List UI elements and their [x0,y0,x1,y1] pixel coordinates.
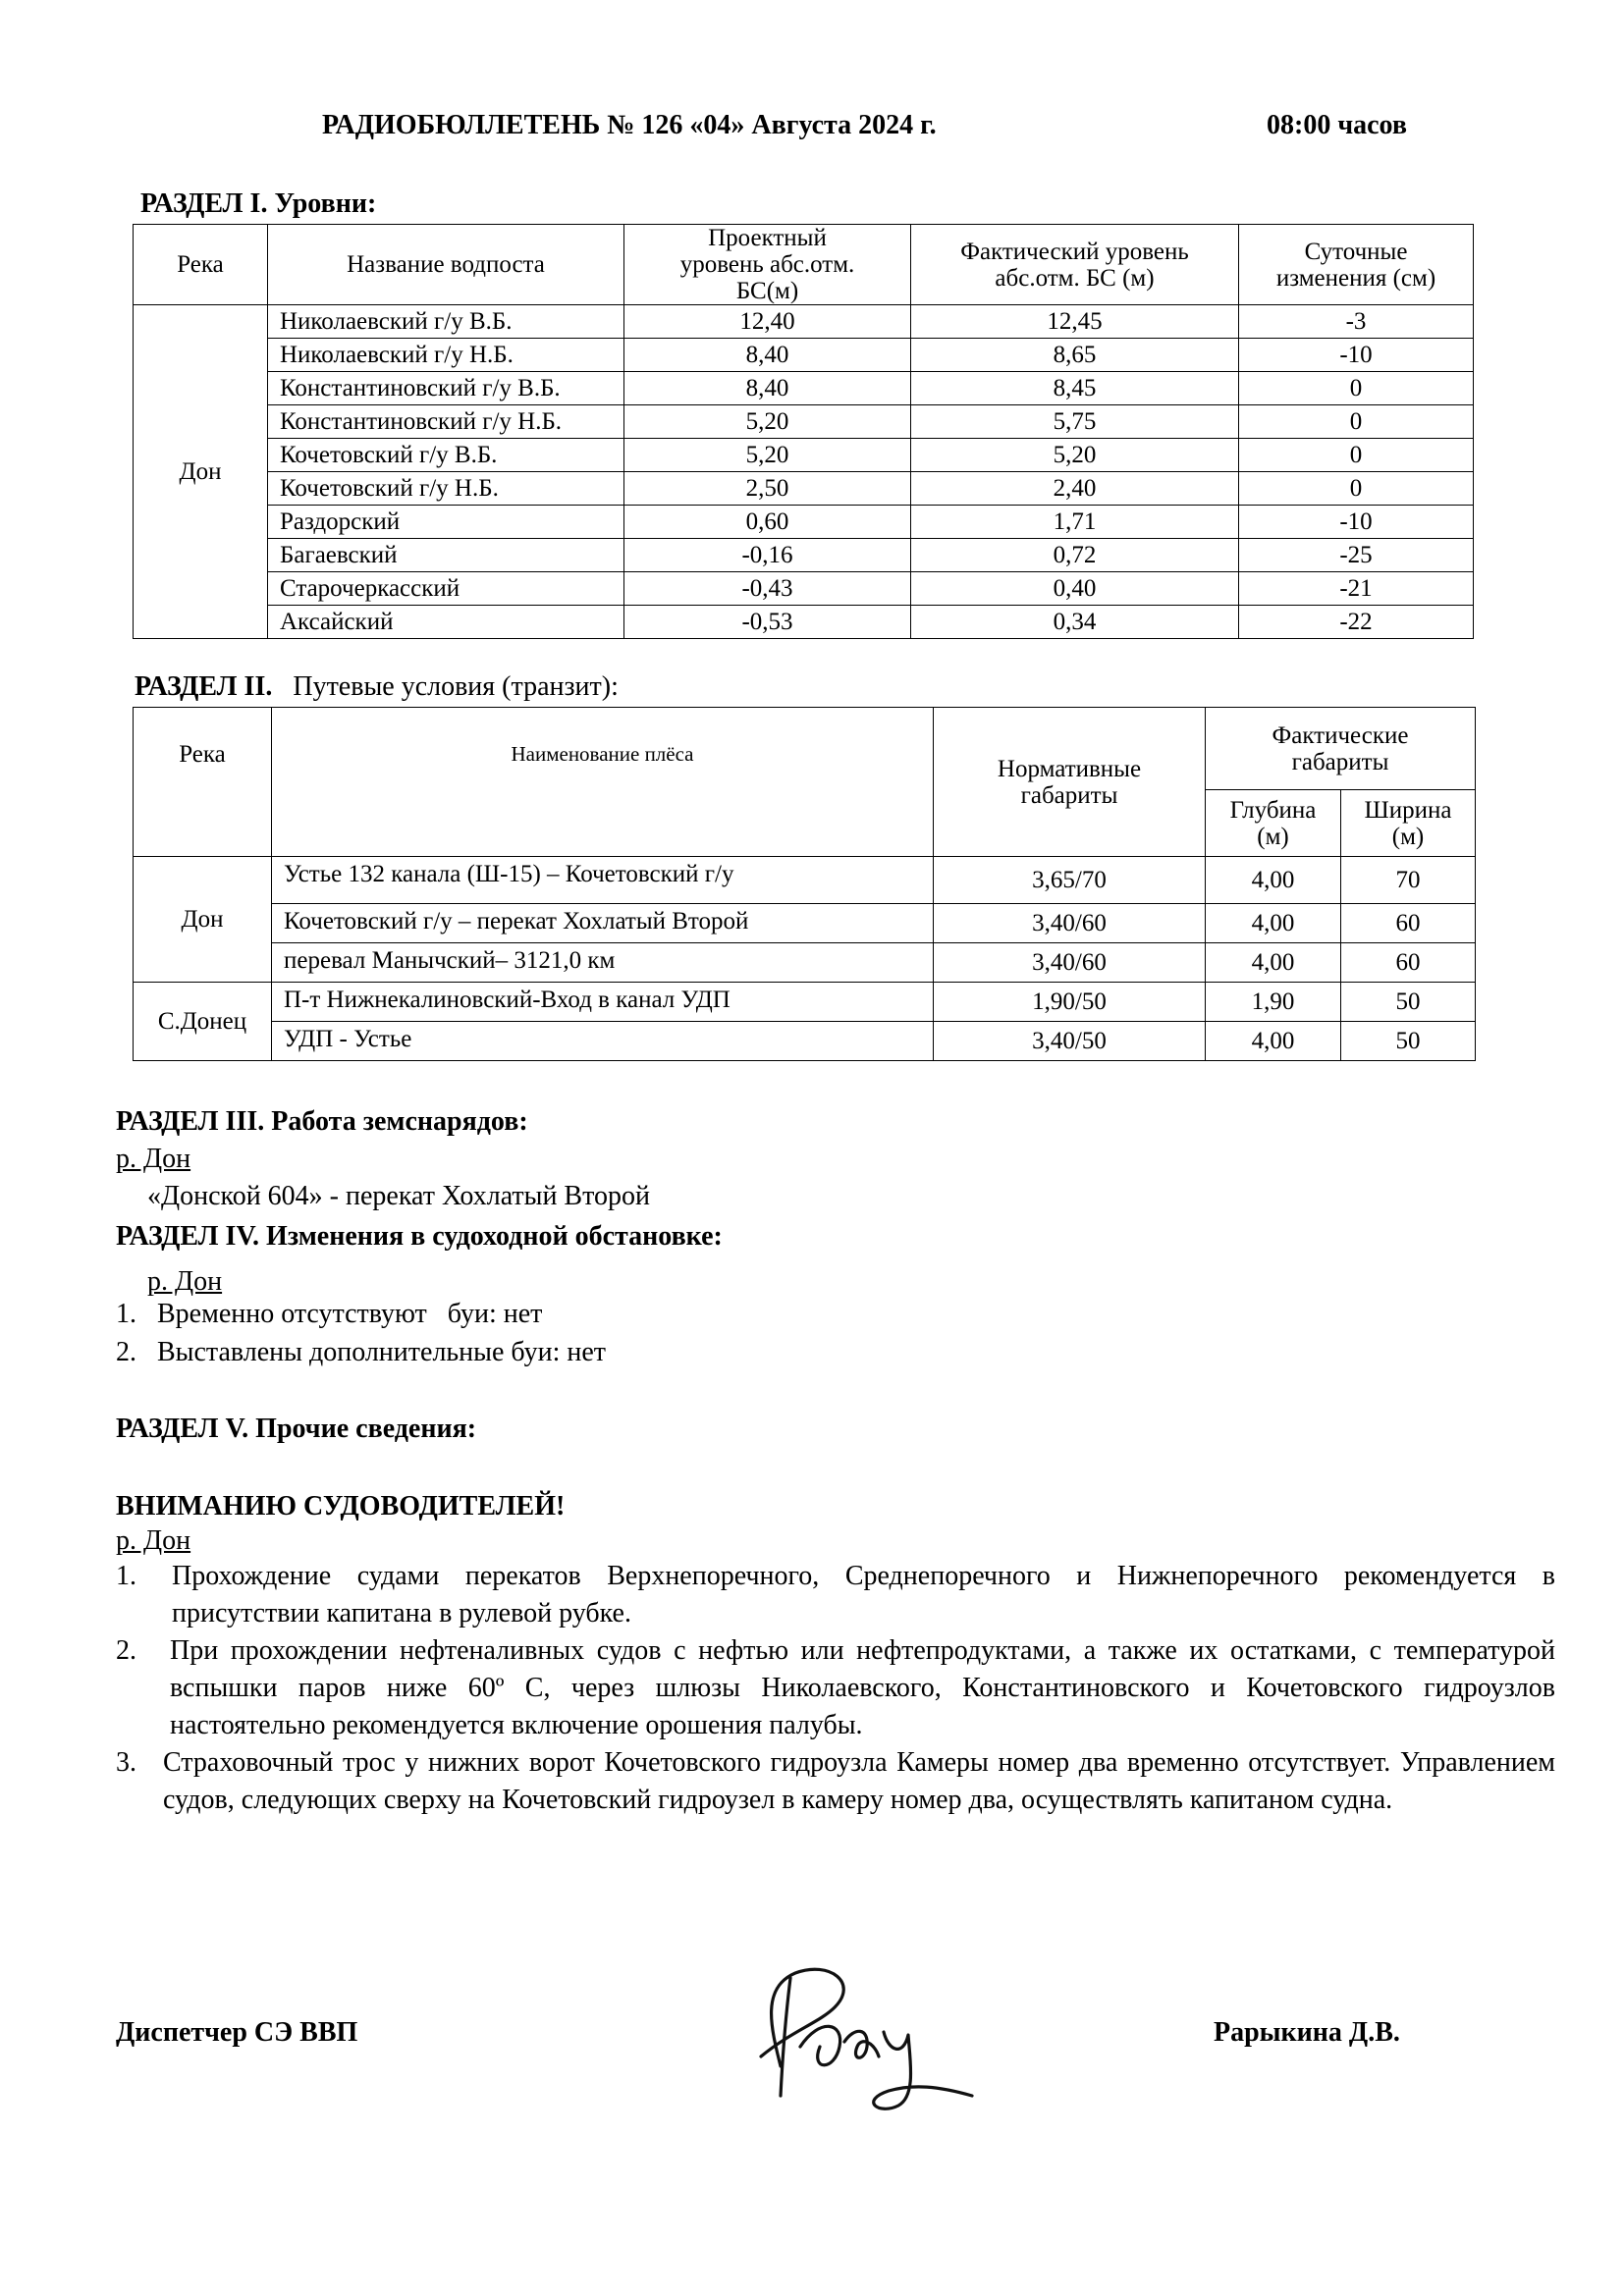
station-name-cell: Раздорский [268,506,624,539]
width-cell: 60 [1341,904,1476,943]
daily-change-cell: -3 [1239,305,1474,339]
project-level-cell: 8,40 [624,372,911,405]
t2-col-reach: Наименование плёса [272,708,934,857]
bulletin-title: РАДИОБЮЛЛЕТЕНЬ № 126 «04» Августа 2024 г. [322,110,937,140]
levels-row [134,405,1474,439]
transit-row [134,904,1476,943]
levels-river-cell: Дон [134,305,268,639]
levels-table [133,224,1474,639]
reach-name-cell: УДП - Устье [272,1022,934,1061]
section4-title: РАЗДЕЛ IV. Изменения в судоходной обстановке: [116,1221,723,1252]
station-name-cell: Константиновский г/у В.Б. [268,372,624,405]
normative-cell: 3,65/70 [934,857,1206,904]
reach-name-cell: перевал Манычский– 3121,0 км [272,943,934,983]
t2-col-actual: Фактические габариты [1206,708,1476,790]
col-daily-change: Суточные изменения (см) [1239,225,1474,305]
attention-item-1 [116,1558,1555,1632]
normative-cell: 1,90/50 [934,983,1206,1022]
daily-change-cell: 0 [1239,439,1474,472]
attention-item-1-body: Прохождение судами перекатов Верхнепоречного, Среднепоречного и Нижнепоречного рекомендуется в присутствии капитана в рулевой рубке. [172,1561,1555,1629]
t2-col-width: Ширина (м) [1341,790,1476,857]
width-cell: 70 [1341,857,1476,904]
daily-change-cell: 0 [1239,372,1474,405]
transit-row [134,943,1476,983]
normative-cell: 3,40/60 [934,943,1206,983]
section3-item: «Донской 604» - перекат Хохлатый Второй [147,1181,650,1211]
levels-header-row [134,225,1474,305]
daily-change-cell: -25 [1239,539,1474,572]
daily-change-cell: -22 [1239,606,1474,639]
attention-item-2-body: При прохождении нефтеналивных судов с нефтью или нефтепродуктами, а также их остатками, с температурой вспышки паров ниже 60º С, через шлюзы Николаевского, Константиновского и Кочетовского гидроузлов настоятельно рекомендуется включение орошения палубы. [170,1635,1555,1740]
reach-name-cell: Кочетовский г/у – перекат Хохлатый Второй [272,904,934,943]
daily-change-cell: 0 [1239,405,1474,439]
actual-level-cell: 12,45 [911,305,1239,339]
daily-change-cell: -21 [1239,572,1474,606]
normative-cell: 3,40/60 [934,904,1206,943]
width-cell: 60 [1341,943,1476,983]
levels-row [134,539,1474,572]
actual-level-cell: 2,40 [911,472,1239,506]
transit-river-cell: С.Донец [134,983,272,1061]
actual-level-cell: 0,34 [911,606,1239,639]
depth-cell: 4,00 [1206,943,1341,983]
daily-change-cell: -10 [1239,506,1474,539]
reach-name-cell: П-т Нижнекалиновский-Вход в канал УДП [272,983,934,1022]
attention-item-3-body: Страховочный трос у нижних ворот Кочетовского гидроузла Камеры номер два временно отсутствует. Управлением судов, следующих сверху на Кочетовский гидроузел в камеру номер два, осуществлять капитаном судна. [163,1747,1555,1815]
actual-level-cell: 0,40 [911,572,1239,606]
attention-item-3 [116,1744,1555,1819]
section4-item-1: 1. Временно отсутствуют буи: нет [116,1299,543,1329]
attention-item-3-text [116,1744,1555,1819]
daily-change-cell: 0 [1239,472,1474,506]
col-river: Река [134,225,268,305]
section5-title: РАЗДЕЛ V. Прочие сведения: [116,1414,477,1444]
signatory-position: Диспетчер СЭ ВВП [116,2017,358,2048]
levels-row [134,439,1474,472]
station-name-cell: Кочетовский г/у Н.Б. [268,472,624,506]
attention-list [116,1558,1555,1819]
section2-title-bold: РАЗДЕЛ II. [135,671,273,702]
depth-cell: 1,90 [1206,983,1341,1022]
levels-row [134,305,1474,339]
section2-title-rest: Путевые условия (транзит): [293,671,619,702]
col-actual-level: Фактический уровень абс.отм. БС (м) [911,225,1239,305]
section4-item-2: 2. Выставлены дополнительные буи: нет [116,1337,606,1367]
project-level-cell: 0,60 [624,506,911,539]
levels-row [134,339,1474,372]
t2-col-depth: Глубина (м) [1206,790,1341,857]
levels-row [134,472,1474,506]
station-name-cell: Константиновский г/у Н.Б. [268,405,624,439]
section2-title [135,671,619,703]
station-name-cell: Кочетовский г/у В.Б. [268,439,624,472]
station-name-cell: Николаевский г/у В.Б. [268,305,624,339]
attention-title: ВНИМАНИЮ СУДОВОДИТЕЛЕЙ! [116,1491,566,1522]
section3-river: р. Дон [116,1144,191,1174]
bulletin-time: 08:00 часов [1267,110,1407,140]
actual-level-cell: 8,45 [911,372,1239,405]
attention-item-1-num: 1. [116,1561,136,1591]
actual-level-cell: 5,75 [911,405,1239,439]
daily-change-cell: -10 [1239,339,1474,372]
section1-title: РАЗДЕЛ I. Уровни: [140,188,377,219]
actual-level-cell: 1,71 [911,506,1239,539]
t2-col-river: Река [134,708,272,857]
project-level-cell: 5,20 [624,405,911,439]
station-name-cell: Багаевский [268,539,624,572]
section3-title: РАЗДЕЛ III. Работа земснарядов: [116,1106,528,1137]
col-station: Название водпоста [268,225,624,305]
project-level-cell: 5,20 [624,439,911,472]
attention-item-2 [116,1632,1555,1744]
width-cell: 50 [1341,1022,1476,1061]
station-name-cell: Старочеркасский [268,572,624,606]
signatory-name: Рарыкина Д.В. [1214,2017,1400,2048]
col-project-level: Проектный уровень абс.отм. БС(м) [624,225,911,305]
transit-table [133,707,1476,1061]
actual-level-cell: 5,20 [911,439,1239,472]
depth-cell: 4,00 [1206,904,1341,943]
station-name-cell: Николаевский г/у Н.Б. [268,339,624,372]
project-level-cell: 2,50 [624,472,911,506]
attention-item-1-text [116,1558,1555,1632]
actual-level-cell: 8,65 [911,339,1239,372]
reach-name-cell: Устье 132 канала (Ш-15) – Кочетовский г/у [272,857,934,904]
project-level-cell: 8,40 [624,339,911,372]
depth-cell: 4,00 [1206,1022,1341,1061]
width-cell: 50 [1341,983,1476,1022]
station-name-cell: Аксайский [268,606,624,639]
levels-row [134,572,1474,606]
project-level-cell: -0,16 [624,539,911,572]
project-level-cell: -0,43 [624,572,911,606]
transit-river-cell: Дон [134,857,272,983]
transit-row [134,1022,1476,1061]
t2-col-normative: Нормативные габариты [934,708,1206,857]
attention-item-3-num: 3. [116,1747,136,1778]
attention-item-2-text [116,1632,1555,1744]
levels-row [134,606,1474,639]
normative-cell: 3,40/50 [934,1022,1206,1061]
levels-row [134,506,1474,539]
project-level-cell: -0,53 [624,606,911,639]
attention-river: р. Дон [116,1525,191,1556]
transit-row [134,857,1476,904]
handwritten-signature [741,1949,987,2125]
section4-river: р. Дон [147,1266,223,1297]
attention-item-2-num: 2. [116,1635,136,1666]
levels-row [134,372,1474,405]
depth-cell: 4,00 [1206,857,1341,904]
project-level-cell: 12,40 [624,305,911,339]
actual-level-cell: 0,72 [911,539,1239,572]
transit-row [134,983,1476,1022]
